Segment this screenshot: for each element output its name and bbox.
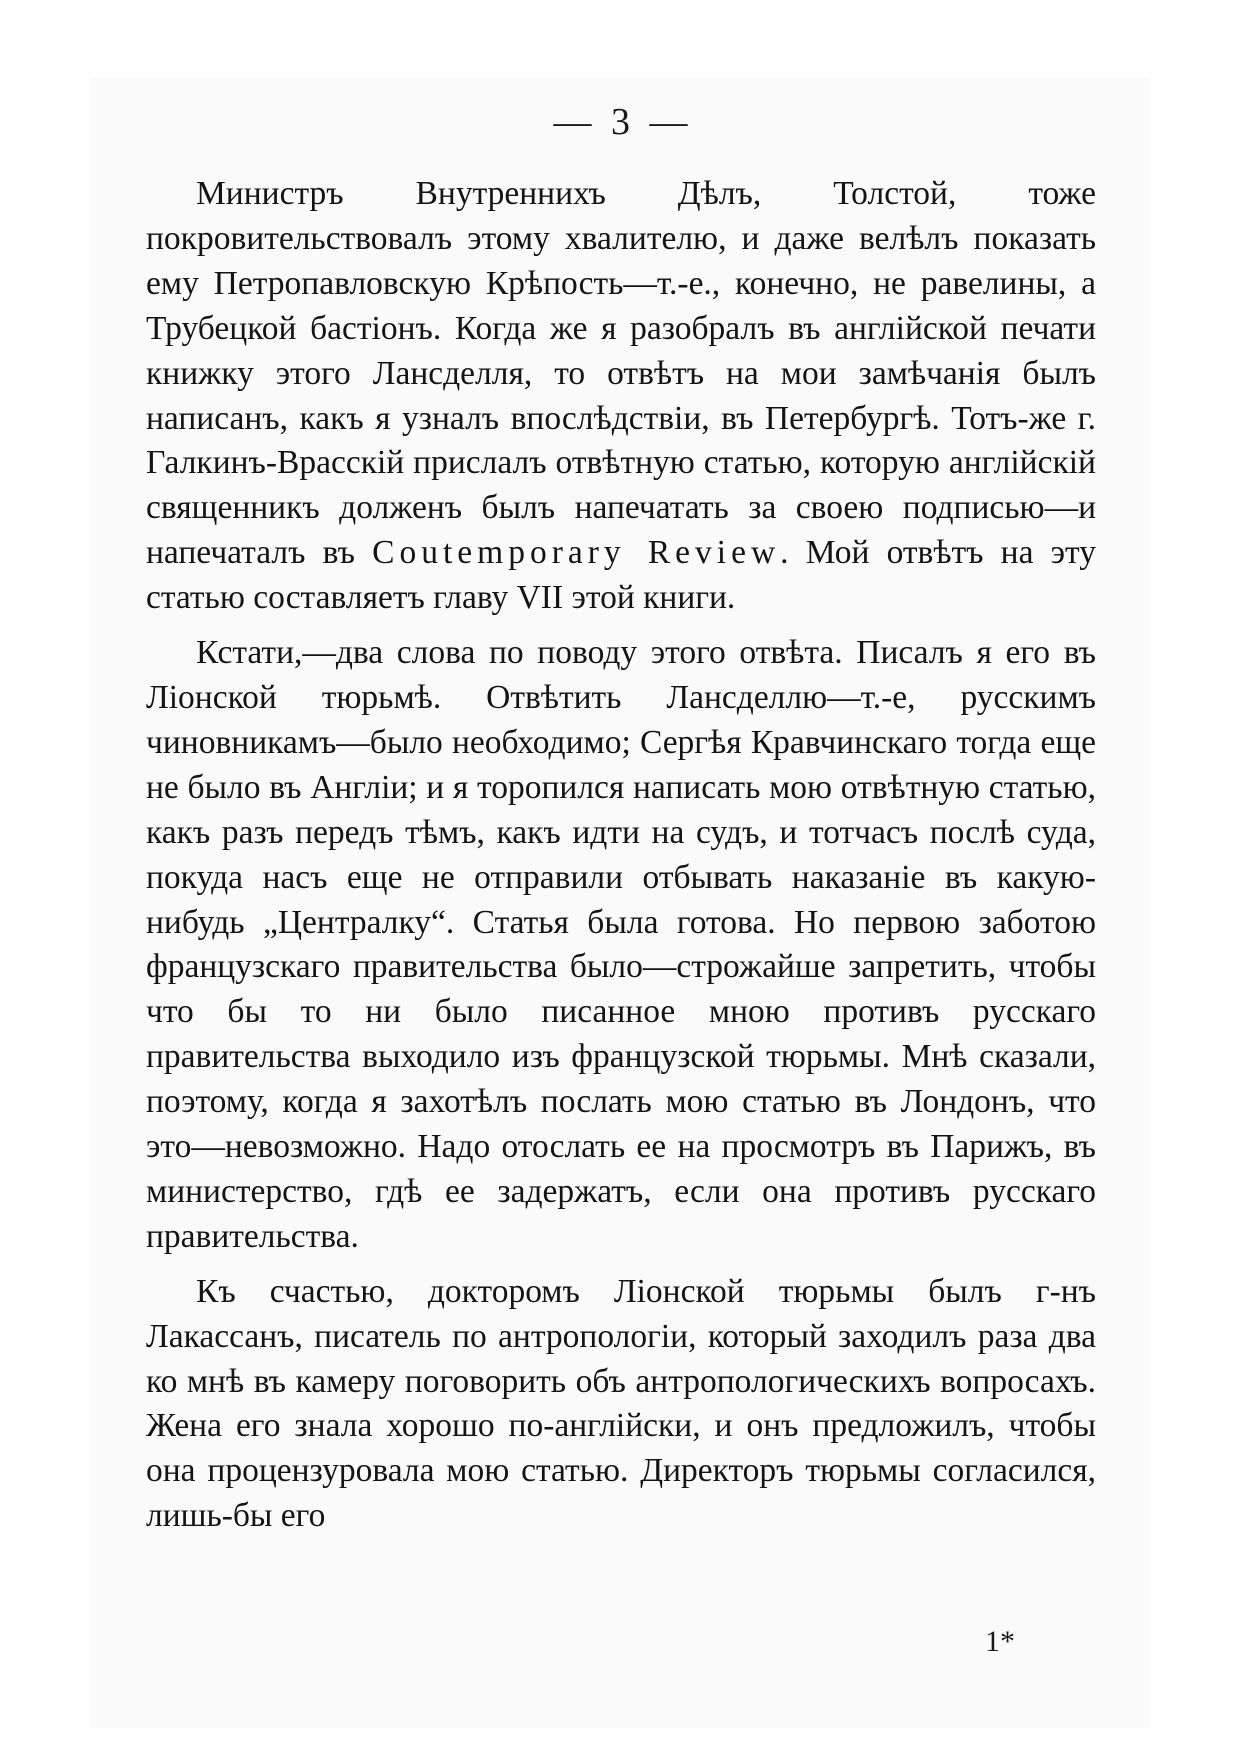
signature-mark: 1* [985, 1625, 1015, 1658]
paragraph-1-text-before: Министръ Внутреннихъ Дѣлъ, Толстой, тоже покровительствовалъ этому хвалителю, и даже велѣлъ показать ему Петропавловскую Крѣпость—т.-е., конечно, не равелины, а Трубецкой бастіонъ. Когда же я разобралъ въ англійской печати книжку этого Лансделля, то отвѣтъ на мои замѣчанія былъ написанъ, какъ я узналъ впослѣдствіи, въ Петербургѣ. Тотъ-же г. Галкинъ-Врасскій прислалъ отвѣтную статью, которую англійскій священникъ долженъ былъ напечатать за своею подписью—и напечаталъ въ [146, 175, 1096, 572]
page-number-header: — 3 — [553, 101, 688, 143]
paragraph-2: Кстати,—два слова по поводу этого отвѣта. Писалъ я его въ Ліонской тюрьмѣ. Отвѣтить Лансделлю—т.-е, русскимъ чиновникамъ—было необходимо; Сергѣя Кравчинскаго тогда еще не было въ Англіи; и я торопился написать мою отвѣтную статью, какъ разъ передъ тѣмъ, какъ идти на судъ, и тотчасъ послѣ суда, покуда насъ еще не отправили отбывать наказаніе въ какую-нибудь „Централку“. Статья была готова. Но первою заботою французскаго правительства было—строжайше запретить, чтобы что бы то ни было писанное мною противъ русскаго правительства выходило изъ французской тюрьмы. Мнѣ сказали, поэтому, когда я захотѣлъ послать мою статью въ Лондонъ, что это—невозможно. Надо отослать ее на просмотръ въ Парижъ, въ министерство, гдѣ ее задержатъ, если она противъ русскаго правительства. [146, 634, 1096, 1255]
body-text [146, 172, 1096, 1549]
paragraph-1-text-after: . Мой отвѣтъ на эту статью составляетъ главу VII этой книги. [146, 534, 1097, 617]
paragraph-1 [146, 172, 1096, 621]
journal-title: Coutemporary Review [372, 534, 781, 572]
paragraph-3: Къ счастью, докторомъ Ліонской тюрьмы былъ г-нъ Лакассанъ, писатель по антропологіи, который заходилъ раза два ко мнѣ въ камеру поговорить объ антропологическихъ вопросахъ. Жена его знала хорошо по-англійски, и онъ предложилъ, чтобы она процензуровала мою статью. Директоръ тюрьмы согласился, лишь-бы его [146, 1272, 1096, 1535]
